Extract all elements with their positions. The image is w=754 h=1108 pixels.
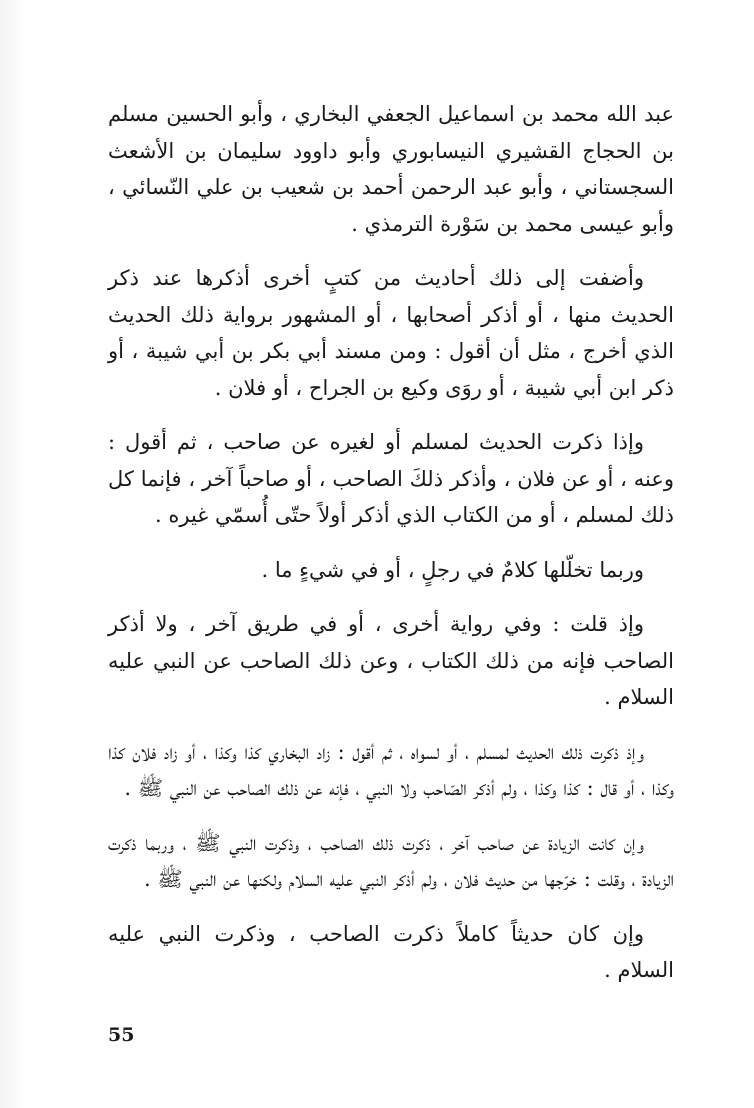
document-body [108,96,674,1007]
paragraph-8: وإن كان حديثاً كاملاً ذكرت الصاحب ، وذكرت النبي عليه السلام . [108,921,674,982]
paragraph-5: وإذ قلت : وفي رواية أخرى ، أو في طريق آخر ، ولا أذكر الصاحب فإنه من ذلك الكتاب ، وعن ذلك الصاحب عن النبي عليه السلام . [108,612,674,709]
paragraph-1: عبد الله محمد بن اسماعيل الجعفي البخاري ، وأبو الحسين مسلم بن الحجاج القشيري النيسابوري وأبو داوود سليمان بن الأشعث السجستاني ، وأبو عبد الرحمن أحمد بن شعيب بن علي النّسائي ، وأبو عيسى محمد بن سَوْرة الترمذي . [108,102,674,236]
paragraph-6: وإذ ذكرت ذلك الحديث لمسلم ، أو لسواه ، ثم أقول : زاد البخاري كذا وكذا ، أو زاد فلان كذا وكذا ، أو قال : كذا وكذا ، ولم أذكر الصّاحب ولا النبي ، فإنه عن ذلك الصاحب عن النبي ﷺ . [108,739,674,800]
page-gutter [0,0,26,1108]
paragraph-4: وربما تخلّلها كلامٌ في رجلٍ ، أو في شيءٍ ما . [261,557,644,582]
paragraph-3: وإذا ذكرت الحديث لمسلم أو لغيره عن صاحب ، ثم أقول : وعنه ، أو عن فلان ، وأذكر ذلكَ الصاحب ، أو صاحباً آخر ، فإنما كل ذلك لمسلم ، أو من الكتاب الذي أذكر أولاً حتّى أُسمّي غيره . [108,430,674,527]
paragraph-7: وإن كانت الزيادة عن صاحب آخر ، ذكرت ذلك الصاحب ، وذكرت النبي ﷺ ، وربما ذكرت الزيادة ، وقلت : خرّجها من حديث فلان ، ولم أذكر النبي عليه السلام ولكنها عن النبي ﷺ . [108,830,674,891]
paragraph-2: وأضفت إلى ذلك أحاديث من كتبٍ أخرى أذكرها عند ذكر الحديث منها ، أو أذكر أصحابها ، أو المشهور برواية ذلك الحديث الذي أخرج ، مثل أن أقول : ومن مسند أبي بكر بن أبي شيبة ، أو ذكر ابن أبي شيبة ، أو روَى وكيع بن الجراح ، أو فلان . [108,266,674,400]
page-number: 55 [108,1024,135,1046]
